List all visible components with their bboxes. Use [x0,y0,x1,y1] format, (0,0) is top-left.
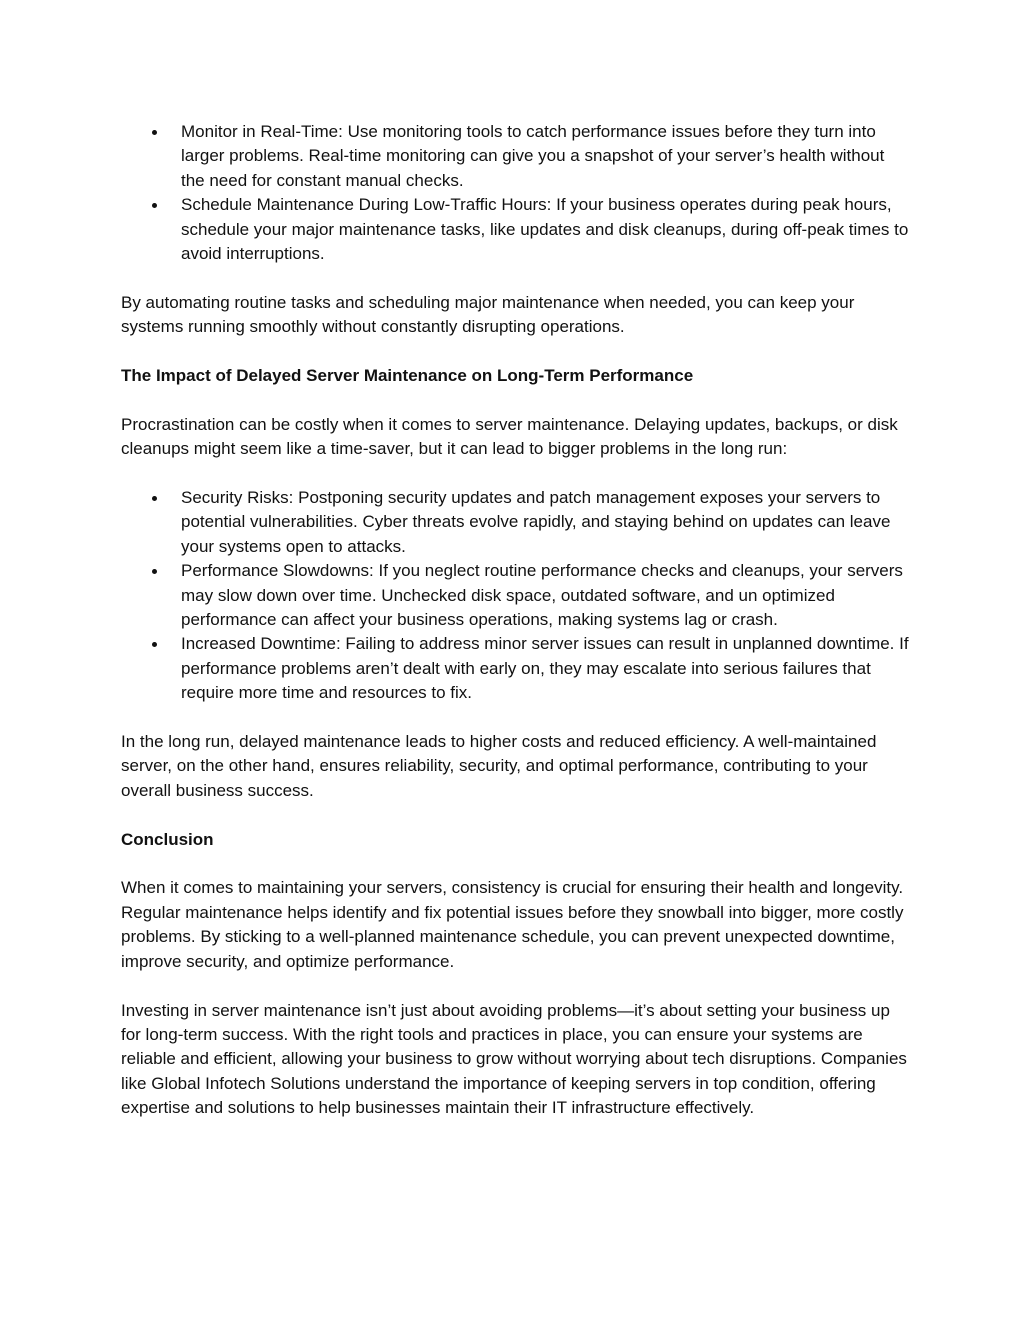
document-page [121,120,911,1121]
list-item-text: Increased Downtime: Failing to address minor server issues can result in unplanned downtime. If performance problems aren’t dealt with early on, they may escalate into serious failures that require more time and resources to fix. [181,634,909,703]
list-item [121,120,911,193]
paragraph-conclusion-2: Investing in server maintenance isn’t just about avoiding problems—it’s about setting your business up for long-term success. With the right tools and practices in place, you can ensure your systems are reliable and efficient, allowing your business to grow without worrying about tech disruptions. Companies like Global Infotech Solutions understand the importance of keeping servers in top condition, offering expertise and solutions to help businesses maintain their IT infrastructure effectively. [121,1000,907,1118]
bullet-icon [152,203,157,208]
list-item [121,559,911,632]
bullet-icon [152,130,157,135]
bullet-icon [152,569,157,574]
paragraph-automation: By automating routine tasks and scheduling major maintenance when needed, you can keep your systems running smoothly without constantly disrupting operations. [121,292,855,337]
section-heading-impact: The Impact of Delayed Server Maintenance on Long-Term Performance [121,366,694,386]
list-item [121,193,911,266]
list-item [121,632,911,705]
list-item [121,486,911,559]
bullet-icon [152,642,157,647]
list-item-text: Schedule Maintenance During Low-Traffic Hours: If your business operates during peak hours, schedule your major maintenance tasks, like updates and disk cleanups, during off-peak times to avoid interruptions. [181,195,909,264]
tips-list [121,120,911,266]
paragraph-procrastination: Procrastination can be costly when it comes to server maintenance. Delaying updates, backups, or disk cleanups might seem like a time-saver, but it can lead to bigger problems in the long run: [121,414,898,459]
list-item-text: Performance Slowdowns: If you neglect routine performance checks and cleanups, your servers may slow down over time. Unchecked disk space, outdated software, and un optimized performance can affect your business operations, making systems lag or crash. [181,561,903,630]
risks-list [121,486,911,706]
bullet-icon [152,496,157,501]
list-item-text: Monitor in Real-Time: Use monitoring tools to catch performance issues before they turn into larger problems. Real-time monitoring can give you a snapshot of your server’s health without the need for constant manual checks. [181,122,885,190]
section-heading-conclusion: Conclusion [121,829,214,849]
paragraph-long-run: In the long run, delayed maintenance leads to higher costs and reduced efficiency. A well-maintained server, on the other hand, ensures reliability, security, and optimal performance, contributing to your overall business success. [121,732,877,800]
paragraph-conclusion-1: When it comes to maintaining your servers, consistency is crucial for ensuring their health and longevity. Regular maintenance helps identify and fix potential issues before they snowball into bigger, more costly problems. By sticking to a well-planned maintenance schedule, you can prevent unexpected downtime, improve security, and optimize performance. [121,878,904,971]
list-item-text: Security Risks: Postponing security updates and patch management exposes your servers to potential vulnerabilities. Cyber threats evolve rapidly, and staying behind on updates can leave your systems open to attacks. [181,488,891,556]
